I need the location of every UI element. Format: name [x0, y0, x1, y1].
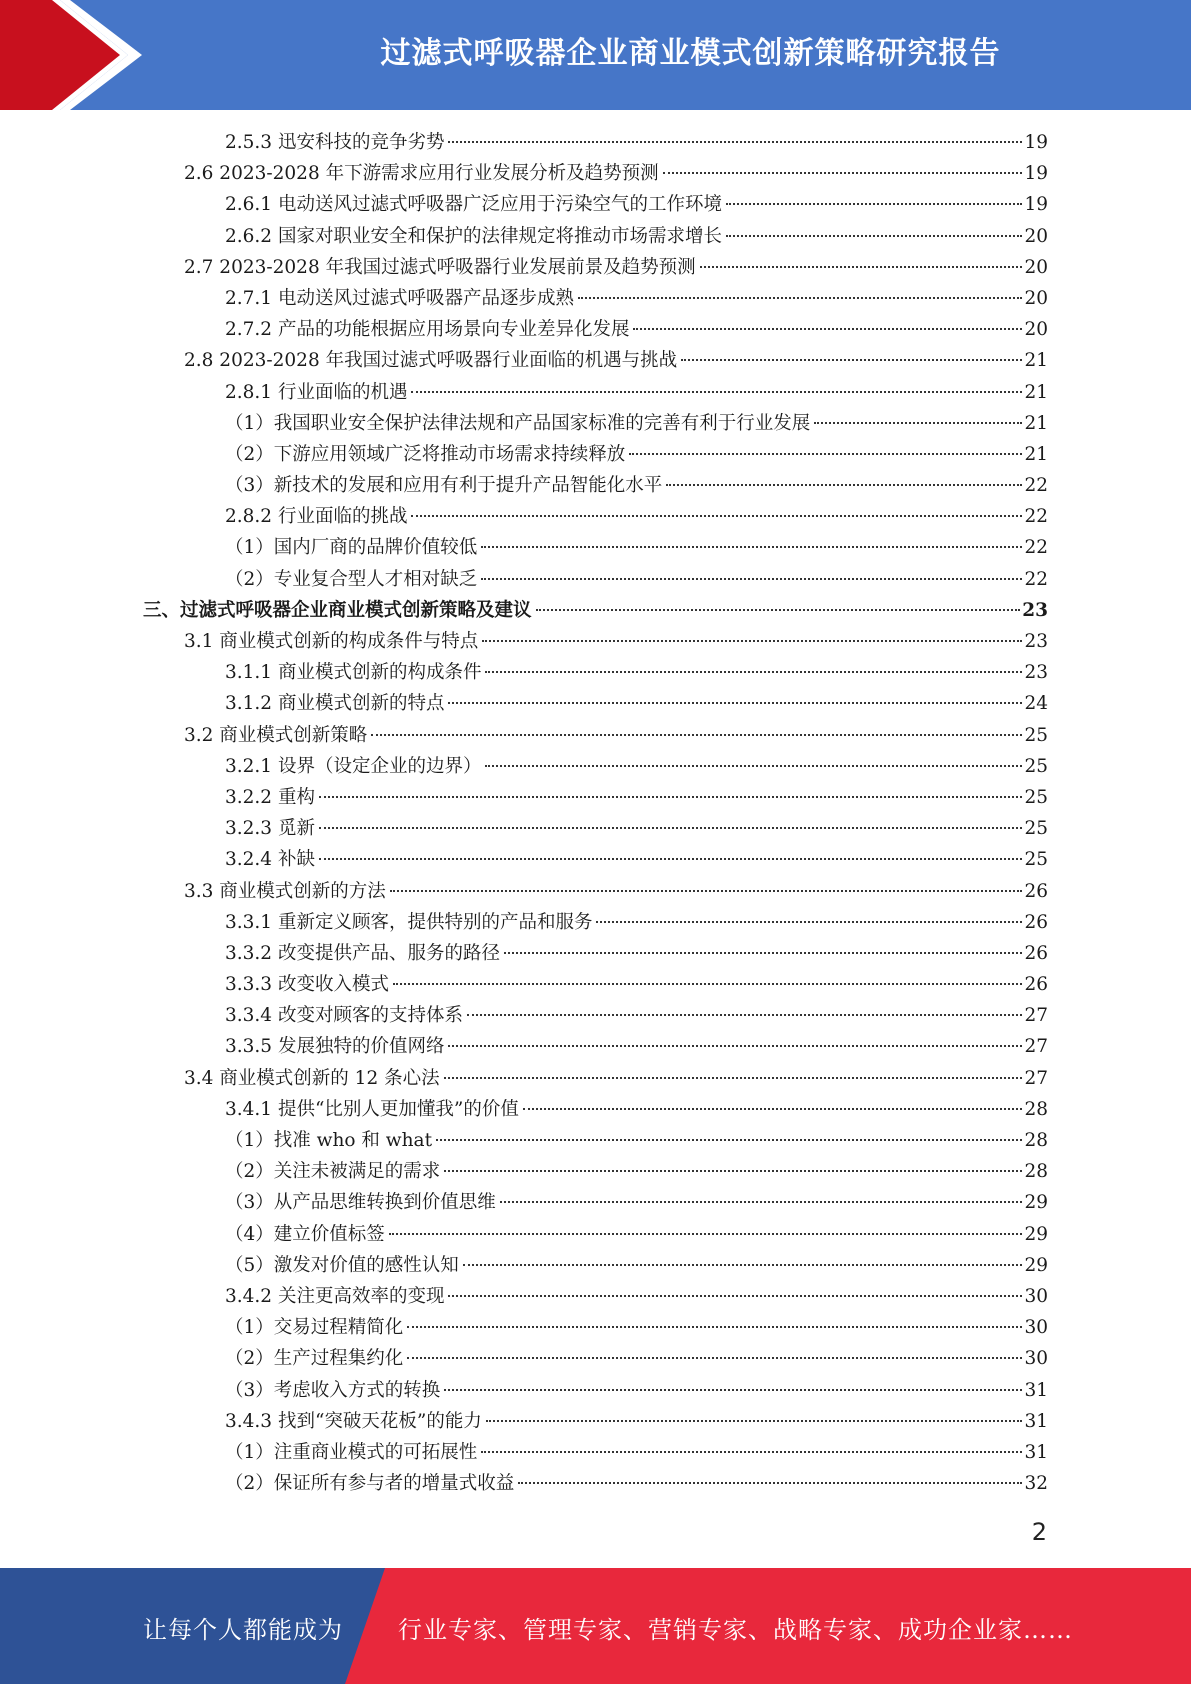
toc-entry[interactable] [0, 408, 1191, 439]
toc-dot-leader [523, 1108, 1023, 1110]
toc-dot-leader [633, 328, 1022, 330]
toc-entry[interactable] [0, 1063, 1191, 1094]
toc-entry[interactable] [0, 439, 1191, 470]
toc-entry[interactable] [0, 720, 1191, 751]
toc-entry-title: 3.4 商业模式创新的 12 条心法 [184, 1067, 440, 1089]
toc-entry-title: 3.2.1 设界（设定企业的边界） [225, 755, 482, 777]
toc-entry-title: （2）下游应用领域广泛将推动市场需求持续释放 [225, 443, 626, 465]
toc-entry[interactable] [0, 345, 1191, 376]
toc-entry-title: 2.5.3 迅安科技的竞争劣势 [225, 132, 445, 153]
toc-entry-title: （3）从产品思维转换到价值思维 [225, 1192, 496, 1214]
toc-entry-page: 29 [1024, 1254, 1048, 1276]
toc-dot-leader [448, 1295, 1022, 1297]
toc-entry-title: 3.3 商业模式创新的方法 [184, 880, 386, 902]
toc-entry[interactable] [0, 751, 1191, 782]
toc-entry-title: （5）激发对价值的感性认知 [225, 1254, 459, 1276]
toc-entry-title: 2.7.2 产品的功能根据应用场景向专业差异化发展 [225, 319, 630, 341]
toc-dot-leader [578, 297, 1022, 299]
toc-dot-leader [411, 515, 1022, 517]
toc-entry-page: 23 [1024, 662, 1048, 684]
toc-entry-page: 21 [1024, 443, 1048, 465]
toc-dot-leader [444, 1077, 1023, 1079]
toc-dot-leader [319, 796, 1023, 798]
toc-entry[interactable] [0, 595, 1191, 626]
toc-dot-leader [485, 765, 1022, 767]
page-number: 2 [1031, 1518, 1047, 1546]
toc-dot-leader [814, 422, 1022, 424]
toc-entry[interactable] [0, 1281, 1191, 1312]
toc-dot-leader [467, 1014, 1022, 1016]
toc-entry-title: 3.4.2 关注更高效率的变现 [225, 1285, 445, 1307]
toc-entry[interactable] [0, 813, 1191, 844]
toc-entry-title: 3.3.5 发展独特的价值网络 [225, 1036, 445, 1058]
toc-dot-leader [436, 1139, 1022, 1141]
table-of-contents [0, 127, 1191, 1499]
toc-entry-title: （3）新技术的发展和应用有利于提升产品智能化水平 [225, 475, 663, 497]
toc-dot-leader [371, 734, 1022, 736]
toc-entry-title: 3.1 商业模式创新的构成条件与特点 [184, 631, 479, 652]
toc-entry[interactable] [0, 1250, 1191, 1281]
toc-entry[interactable] [0, 283, 1191, 314]
toc-dot-leader [504, 952, 1022, 954]
toc-entry-title: （1）我国职业安全保护法律法规和产品国家标准的完善有利于行业发展 [225, 412, 811, 434]
toc-entry-page: 32 [1024, 1473, 1048, 1495]
toc-entry[interactable] [0, 377, 1191, 408]
toc-entry-title: 3.3.4 改变对顾客的支持体系 [225, 1005, 463, 1027]
toc-dot-leader [726, 203, 1022, 205]
toc-dot-leader [389, 1233, 1023, 1235]
toc-entry-page: 24 [1024, 693, 1048, 715]
toc-entry[interactable] [0, 1437, 1191, 1468]
toc-entry-title: 3.1.2 商业模式创新的特点 [225, 693, 445, 715]
toc-entry-title: 3.2.4 补缺 [225, 849, 315, 871]
header-chevron-decoration [0, 0, 160, 110]
toc-entry-page: 28 [1024, 1161, 1048, 1183]
toc-entry[interactable] [0, 1312, 1191, 1343]
toc-entry[interactable] [0, 969, 1191, 1000]
page-header [0, 0, 1191, 110]
page-footer [0, 1568, 1191, 1684]
toc-dot-leader [393, 983, 1022, 985]
toc-entry-title: 三、过滤式呼吸器企业商业模式创新策略及建议 [143, 599, 532, 621]
toc-entry-page: 20 [1024, 256, 1048, 278]
toc-entry-page: 21 [1024, 381, 1048, 403]
toc-entry-title: 3.2.2 重构 [225, 786, 315, 808]
toc-entry-title: 2.6.1 电动送风过滤式呼吸器广泛应用于污染空气的工作环境 [225, 194, 722, 216]
toc-entry-title: （1）找准 who 和 what [225, 1130, 433, 1151]
toc-entry-title: 3.3.2 改变提供产品、服务的路径 [225, 942, 500, 964]
toc-dot-leader [463, 1264, 1023, 1266]
toc-entry[interactable] [0, 252, 1191, 283]
toc-dot-leader [448, 141, 1022, 143]
toc-dot-leader [482, 640, 1022, 642]
toc-entry-page: 29 [1024, 1223, 1048, 1245]
toc-entry-title: 2.6.2 国家对职业安全和保护的法律规定将推动市场需求增长 [225, 225, 722, 247]
footer-slogan-right: 行业专家、管理专家、营销专家、战略专家、成功企业家…… [398, 1616, 1073, 1644]
toc-entry[interactable] [0, 1094, 1191, 1125]
toc-dot-leader [411, 391, 1022, 393]
toc-entry[interactable] [0, 532, 1191, 563]
toc-entry-page: 20 [1024, 287, 1048, 309]
toc-dot-leader [481, 1451, 1022, 1453]
toc-entry-page: 25 [1024, 818, 1048, 840]
toc-entry-title: 3.2 商业模式创新策略 [184, 724, 368, 746]
toc-dot-leader [486, 1420, 1023, 1422]
toc-entry-page: 27 [1024, 1067, 1048, 1089]
toc-entry-page: 30 [1024, 1348, 1048, 1370]
toc-entry-title: （4）建立价值标签 [225, 1223, 385, 1245]
toc-entry-title: 2.8 2023-2028 年我国过滤式呼吸器行业面临的机遇与挑战 [184, 350, 678, 372]
toc-entry-page: 23 [1022, 599, 1048, 621]
toc-entry[interactable] [0, 1125, 1191, 1156]
toc-dot-leader [700, 266, 1023, 268]
toc-entry-page: 22 [1024, 537, 1048, 559]
toc-entry-page: 25 [1024, 786, 1048, 808]
toc-entry-title: （2）保证所有参与者的增量式收益 [225, 1473, 515, 1495]
toc-entry-page: 25 [1024, 755, 1048, 777]
toc-entry-title: （1）交易过程精简化 [225, 1317, 404, 1339]
toc-entry-page: 20 [1024, 225, 1048, 247]
toc-entry-title: （2）关注未被满足的需求 [225, 1161, 441, 1183]
toc-entry-title: 2.7.1 电动送风过滤式呼吸器产品逐步成熟 [225, 287, 574, 309]
toc-entry[interactable] [0, 844, 1191, 875]
toc-entry[interactable] [0, 876, 1191, 907]
toc-entry[interactable] [0, 501, 1191, 532]
toc-entry[interactable] [0, 314, 1191, 345]
toc-entry-page: 29 [1024, 1192, 1048, 1214]
toc-entry-title: 2.8.1 行业面临的机遇 [225, 381, 408, 403]
toc-entry-page: 26 [1024, 880, 1048, 902]
toc-dot-leader [681, 359, 1022, 361]
toc-entry-title: 2.8.2 行业面临的挑战 [225, 506, 408, 528]
toc-entry-page: 19 [1024, 163, 1048, 185]
toc-entry-page: 22 [1024, 506, 1048, 528]
toc-entry-page: 22 [1024, 568, 1048, 590]
toc-entry-page: 26 [1024, 974, 1048, 996]
toc-dot-leader [629, 453, 1022, 455]
toc-dot-leader [536, 609, 1021, 611]
toc-entry[interactable] [0, 1000, 1191, 1031]
toc-entry-page: 31 [1024, 1410, 1048, 1432]
toc-entry-title: （2）专业复合型人才相对缺乏 [225, 568, 478, 590]
toc-dot-leader [390, 890, 1023, 892]
toc-entry-title: 2.7 2023-2028 年我国过滤式呼吸器行业发展前景及趋势预测 [184, 256, 696, 278]
toc-entry[interactable] [0, 1343, 1191, 1374]
toc-entry-page: 20 [1024, 319, 1048, 341]
toc-entry-page: 23 [1024, 631, 1048, 652]
document-title: 过滤式呼吸器企业商业模式创新策略研究报告 [380, 36, 1001, 71]
toc-entry[interactable] [0, 158, 1191, 189]
toc-entry-title: 3.4.1 提供“比别人更加懂我”的价值 [225, 1098, 519, 1120]
toc-entry[interactable] [0, 1187, 1191, 1218]
toc-entry-title: 3.4.3 找到“突破天花板”的能力 [225, 1410, 482, 1432]
toc-dot-leader [666, 484, 1022, 486]
toc-entry[interactable] [0, 1031, 1191, 1062]
toc-dot-leader [319, 827, 1023, 829]
toc-entry[interactable] [0, 1406, 1191, 1437]
toc-dot-leader [444, 1389, 1022, 1391]
toc-entry-page: 27 [1024, 1036, 1048, 1058]
toc-entry[interactable] [0, 470, 1191, 501]
toc-dot-leader [518, 1482, 1022, 1484]
toc-entry-title: 3.3.1 重新定义顾客，提供特别的产品和服务 [225, 911, 593, 933]
toc-dot-leader [663, 172, 1023, 174]
toc-entry-title: （3）考虑收入方式的转换 [225, 1379, 441, 1401]
toc-entry-page: 28 [1024, 1098, 1048, 1120]
toc-dot-leader [481, 578, 1022, 580]
toc-entry[interactable] [0, 1375, 1191, 1406]
toc-entry[interactable] [0, 221, 1191, 252]
toc-entry[interactable] [0, 626, 1191, 657]
toc-entry-page: 22 [1024, 475, 1048, 497]
toc-entry[interactable] [0, 657, 1191, 688]
toc-dot-leader [407, 1357, 1022, 1359]
toc-dot-leader [319, 858, 1023, 860]
toc-dot-leader [500, 1201, 1023, 1203]
toc-entry-page: 26 [1024, 942, 1048, 964]
toc-entry-page: 26 [1024, 911, 1048, 933]
footer-slogan-left: 让每个人都能成为 [143, 1616, 343, 1644]
toc-dot-leader [448, 1045, 1022, 1047]
toc-entry[interactable] [0, 1156, 1191, 1187]
toc-entry[interactable] [0, 189, 1191, 220]
toc-dot-leader [448, 702, 1022, 704]
toc-entry-page: 28 [1024, 1130, 1048, 1151]
toc-entry[interactable] [0, 1468, 1191, 1499]
toc-entry-page: 31 [1024, 1441, 1048, 1463]
toc-entry-title: 2.6 2023-2028 年下游需求应用行业发展分析及趋势预测 [184, 163, 659, 185]
toc-entry-page: 21 [1024, 412, 1048, 434]
toc-entry[interactable] [0, 1219, 1191, 1250]
toc-entry-title: 3.1.1 商业模式创新的构成条件 [225, 662, 482, 684]
toc-entry-page: 25 [1024, 849, 1048, 871]
toc-entry-page: 21 [1024, 350, 1048, 372]
toc-dot-leader [481, 546, 1022, 548]
toc-dot-leader [726, 235, 1022, 237]
toc-entry[interactable] [0, 564, 1191, 595]
toc-entry[interactable] [0, 907, 1191, 938]
toc-dot-leader [444, 1170, 1022, 1172]
toc-entry[interactable] [0, 127, 1191, 158]
toc-entry-title: （1）国内厂商的品牌价值较低 [225, 537, 478, 559]
toc-entry-page: 19 [1024, 194, 1048, 216]
toc-dot-leader [407, 1326, 1022, 1328]
toc-entry-title: （1）注重商业模式的可拓展性 [225, 1441, 478, 1463]
toc-entry-page: 25 [1024, 724, 1048, 746]
toc-entry-page: 30 [1024, 1317, 1048, 1339]
toc-entry-title: 3.2.3 觅新 [225, 818, 315, 840]
toc-entry[interactable] [0, 782, 1191, 813]
toc-dot-leader [596, 921, 1022, 923]
toc-entry[interactable] [0, 688, 1191, 719]
toc-entry-page: 30 [1024, 1285, 1048, 1307]
toc-entry-page: 27 [1024, 1005, 1048, 1027]
toc-entry-page: 31 [1024, 1379, 1048, 1401]
toc-entry-title: （2）生产过程集约化 [225, 1348, 404, 1370]
toc-entry-page: 19 [1024, 132, 1048, 153]
toc-entry-title: 3.3.3 改变收入模式 [225, 974, 389, 996]
toc-dot-leader [485, 671, 1022, 673]
toc-entry[interactable] [0, 938, 1191, 969]
